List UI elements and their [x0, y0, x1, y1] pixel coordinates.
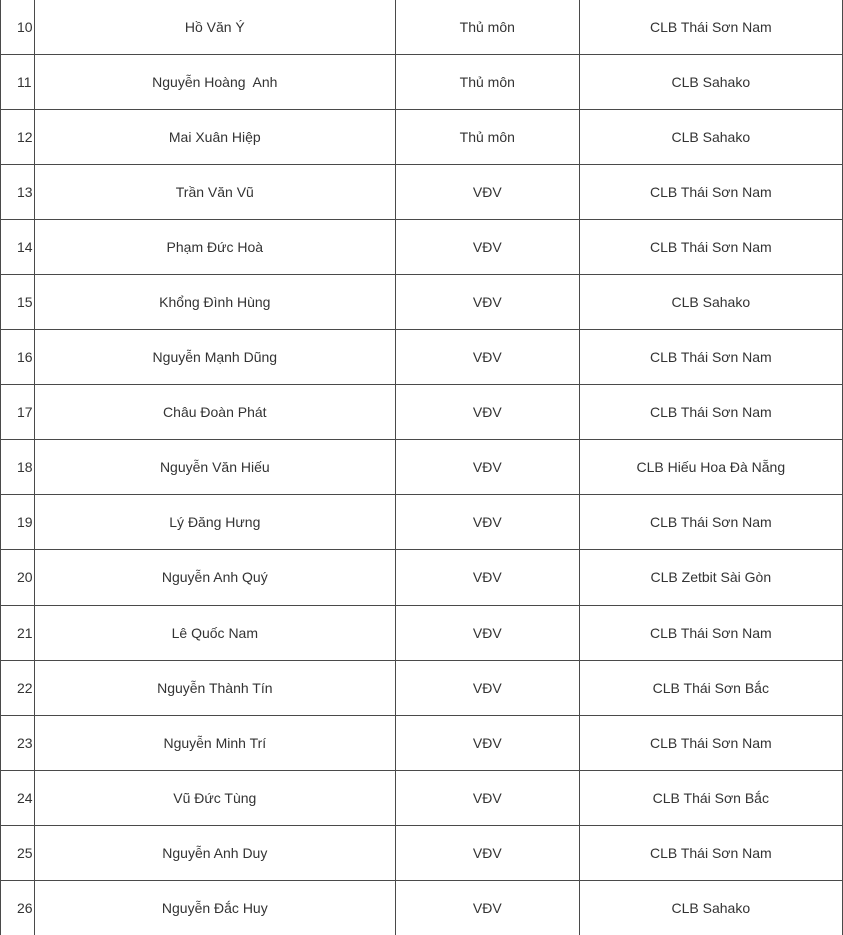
player-club: CLB Thái Sơn Nam [579, 330, 842, 385]
player-number: 17 [1, 385, 35, 440]
player-club: CLB Thái Sơn Bắc [579, 770, 842, 825]
player-role: VĐV [395, 440, 579, 495]
table-row [1, 385, 843, 440]
player-number: 14 [1, 220, 35, 275]
table-row [1, 550, 843, 605]
player-name: Nguyễn Minh Trí [34, 715, 395, 770]
table-row [1, 880, 843, 935]
player-role: VĐV [395, 495, 579, 550]
player-role: VĐV [395, 275, 579, 330]
player-number: 12 [1, 110, 35, 165]
player-club: CLB Thái Sơn Nam [579, 715, 842, 770]
table-row [1, 220, 843, 275]
player-role: VĐV [395, 165, 579, 220]
player-name: Lê Quốc Nam [34, 605, 395, 660]
player-role: VĐV [395, 550, 579, 605]
player-club: CLB Zetbit Sài Gòn [579, 550, 842, 605]
table-row [1, 660, 843, 715]
player-name: Trần Văn Vũ [34, 165, 395, 220]
player-club: CLB Thái Sơn Nam [579, 385, 842, 440]
player-number: 15 [1, 275, 35, 330]
player-role: VĐV [395, 605, 579, 660]
player-role: VĐV [395, 330, 579, 385]
player-name: Nguyễn Anh Duy [34, 825, 395, 880]
player-number: 18 [1, 440, 35, 495]
player-name: Khổng Đình Hùng [34, 275, 395, 330]
player-role: VĐV [395, 660, 579, 715]
player-club: CLB Thái Sơn Nam [579, 825, 842, 880]
player-number: 11 [1, 55, 35, 110]
table-row [1, 825, 843, 880]
player-number: 21 [1, 605, 35, 660]
player-name: Phạm Đức Hoà [34, 220, 395, 275]
player-number: 13 [1, 165, 35, 220]
player-name: Nguyễn Mạnh Dũng [34, 330, 395, 385]
player-name: Nguyễn Anh Quý [34, 550, 395, 605]
player-club: CLB Thái Sơn Bắc [579, 660, 842, 715]
player-club: CLB Sahako [579, 110, 842, 165]
player-number: 22 [1, 660, 35, 715]
player-number: 23 [1, 715, 35, 770]
table-row [1, 440, 843, 495]
player-role: Thủ môn [395, 0, 579, 55]
table-row [1, 275, 843, 330]
player-club: CLB Thái Sơn Nam [579, 0, 842, 55]
player-club: CLB Thái Sơn Nam [579, 165, 842, 220]
table-row [1, 165, 843, 220]
player-number: 26 [1, 880, 35, 935]
player-club: CLB Hiếu Hoa Đà Nẵng [579, 440, 842, 495]
table-row [1, 0, 843, 55]
player-name: Hồ Văn Ý [34, 0, 395, 55]
table-row [1, 330, 843, 385]
player-number: 16 [1, 330, 35, 385]
table-row [1, 770, 843, 825]
player-name: Châu Đoàn Phát [34, 385, 395, 440]
table-row [1, 605, 843, 660]
player-role: VĐV [395, 880, 579, 935]
player-club: CLB Thái Sơn Nam [579, 220, 842, 275]
player-name: Lý Đăng Hưng [34, 495, 395, 550]
player-club: CLB Thái Sơn Nam [579, 605, 842, 660]
player-club: CLB Sahako [579, 55, 842, 110]
table-row [1, 55, 843, 110]
player-role: Thủ môn [395, 110, 579, 165]
player-name: Nguyễn Văn Hiếu [34, 440, 395, 495]
table-row [1, 715, 843, 770]
player-name: Nguyễn Thành Tín [34, 660, 395, 715]
player-role: VĐV [395, 220, 579, 275]
player-club: CLB Sahako [579, 275, 842, 330]
player-role: VĐV [395, 385, 579, 440]
player-name: Mai Xuân Hiệp [34, 110, 395, 165]
player-name: Nguyễn Đắc Huy [34, 880, 395, 935]
player-number: 20 [1, 550, 35, 605]
player-name: Nguyễn Hoàng Anh [34, 55, 395, 110]
player-number: 25 [1, 825, 35, 880]
player-name: Vũ Đức Tùng [34, 770, 395, 825]
player-number: 24 [1, 770, 35, 825]
player-number: 10 [1, 0, 35, 55]
table-row [1, 110, 843, 165]
player-club: CLB Sahako [579, 880, 842, 935]
player-role: VĐV [395, 825, 579, 880]
player-role: Thủ môn [395, 55, 579, 110]
table-row [1, 495, 843, 550]
player-number: 19 [1, 495, 35, 550]
player-club: CLB Thái Sơn Nam [579, 495, 842, 550]
roster-body [1, 0, 843, 935]
player-role: VĐV [395, 770, 579, 825]
player-role: VĐV [395, 715, 579, 770]
